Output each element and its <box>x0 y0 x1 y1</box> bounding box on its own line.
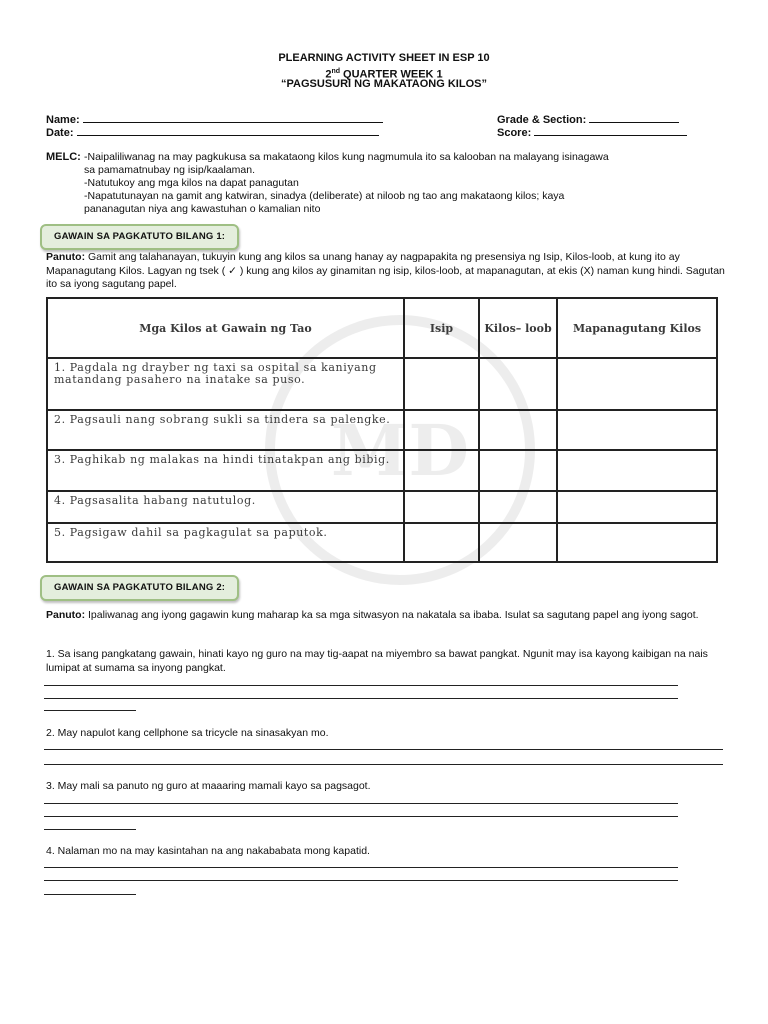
table-header-row <box>47 298 717 358</box>
question-4: 4. Nalaman mo na may kasintahan na ang nakababata mong kapatid. <box>46 845 370 857</box>
kilos-cell: 1. Pagdala ng drayber ng taxi sa ospital sa kaniyang matandang pasahero na inatake sa puso. <box>47 358 404 410</box>
grade-section-label: Grade & Section: <box>497 114 587 126</box>
score-row <box>497 125 687 139</box>
mapanagutang-cell[interactable] <box>557 410 717 450</box>
table-row <box>47 410 717 450</box>
seal-monogram: MD <box>330 408 470 492</box>
sheet-title: PLEARNING ACTIVITY SHEET IN ESP 10 <box>278 52 490 64</box>
header-mapanagutang-kilos: Mapanagutang Kilos <box>557 298 717 358</box>
answer-line[interactable] <box>44 764 723 765</box>
question-3: 3. May mali sa panuto ng guro at maaaring mamali kayo sa pagsagot. <box>46 780 371 792</box>
grade-section-field[interactable] <box>589 112 679 123</box>
panuto-label: Panuto: <box>46 609 86 621</box>
answer-line[interactable] <box>44 867 678 868</box>
answer-line[interactable] <box>44 894 136 895</box>
grade-section-row <box>497 112 679 126</box>
header-kilos: Mga Kilos at Gawain ng Tao <box>47 298 404 358</box>
gawain-2-instructions <box>46 609 726 623</box>
kilos-loob-cell[interactable] <box>479 450 557 491</box>
table-row <box>47 358 717 410</box>
isip-cell[interactable] <box>404 358 479 410</box>
table-row <box>47 450 717 491</box>
kilos-loob-cell[interactable] <box>479 491 557 523</box>
answer-line[interactable] <box>44 710 136 711</box>
kilos-cell: 5. Pagsigaw dahil sa pagkagulat sa paputok. <box>47 523 404 562</box>
table-row <box>47 523 717 562</box>
table-row <box>47 491 717 523</box>
melc-item: -Natutukoy ang mga kilos na dapat panagutan <box>84 177 299 189</box>
score-field[interactable] <box>534 125 687 136</box>
date-field[interactable] <box>77 125 379 136</box>
question-2: 2. May napulot kang cellphone sa tricycle na sinasakyan mo. <box>46 727 329 739</box>
gawain-1-title: GAWAIN SA PAGKATUTO BILANG 1: <box>40 224 239 250</box>
kilos-cell: 2. Pagsauli nang sobrang sukli sa tindera sa palengke. <box>47 410 404 450</box>
score-label: Score: <box>497 127 532 139</box>
kilos-cell: 4. Pagsasalita habang natutulog. <box>47 491 404 523</box>
answer-line[interactable] <box>44 829 136 830</box>
melc-item: -Naipaliliwanag na may pagkukusa sa makataong kilos kung nagmumula ito sa kalooban na malayang isinagawa <box>84 151 609 163</box>
melc-label: MELC: <box>46 151 81 163</box>
panuto-text: Ipaliwanag ang iyong gagawin kung maharap ka sa mga sitwasyon na nakatala sa ibaba. Isulat sa sagutang papel ang iyong sagot. <box>85 609 699 621</box>
quarter-text: QUARTER WEEK 1 <box>340 68 443 81</box>
isip-cell[interactable] <box>404 491 479 523</box>
isip-cell[interactable] <box>404 410 479 450</box>
name-row <box>46 112 383 126</box>
header-isip: Isip <box>404 298 479 358</box>
kilos-table <box>46 297 718 563</box>
answer-line[interactable] <box>44 803 678 804</box>
lesson-title: “PAGSUSURI NG MAKATAONG KILOS” <box>281 78 487 90</box>
kilos-loob-cell[interactable] <box>479 410 557 450</box>
panuto-text: Gamit ang talahanayan, tukuyin kung ang kilos sa unang hanay ay nagpapakita ng presensiya ng Isip, Kilos-loob, at kung ito ay Mapanagutang Kilos. Lagyan ng tsek ( ✓ ) kung ang kilos ay ginamitan ng isip, kilos-loob, at mapanagutan, at ekis (X) naman kung hindi. Sagutan ito sa iyong sagutang papel. <box>46 251 725 290</box>
gawain-2-title: GAWAIN SA PAGKATUTO BILANG 2: <box>40 575 239 601</box>
kilos-cell: 3. Paghikab ng malakas na hindi tinatakpan ang bibig. <box>47 450 404 491</box>
melc-item: sa pamamatnubay ng isip/kaalaman. <box>84 164 256 176</box>
kilos-loob-cell[interactable] <box>479 358 557 410</box>
answer-line[interactable] <box>44 880 678 881</box>
quarter-number: 2 <box>325 68 332 81</box>
answer-line[interactable] <box>44 698 678 699</box>
melc-item: pananagutan niya ang kawastuhan o kamalian nito <box>84 203 321 215</box>
mapanagutang-cell[interactable] <box>557 491 717 523</box>
question-1: 1. Sa isang pangkatang gawain, hinati kayo ng guro na may tig-aapat na miyembro sa bawat pangkat. Ngunit may isa kayong kaibigan na nais lumipat at sumama sa inyong pangkat. <box>46 648 708 674</box>
mapanagutang-cell[interactable] <box>557 450 717 491</box>
mapanagutang-cell[interactable] <box>557 523 717 562</box>
mapanagutang-cell[interactable] <box>557 358 717 410</box>
name-field[interactable] <box>83 112 383 123</box>
isip-cell[interactable] <box>404 523 479 562</box>
answer-line[interactable] <box>44 816 678 817</box>
header-kilos-loob: Kilos– loob <box>479 298 557 358</box>
quarter-superscript: nd <box>331 68 340 75</box>
answer-line[interactable] <box>44 685 678 686</box>
kilos-loob-cell[interactable] <box>479 523 557 562</box>
gawain-1-instructions <box>46 251 726 292</box>
isip-cell[interactable] <box>404 450 479 491</box>
date-row <box>46 125 379 139</box>
name-label: Name: <box>46 114 80 126</box>
date-label: Date: <box>46 127 74 139</box>
panuto-label: Panuto: <box>46 251 86 263</box>
answer-line[interactable] <box>44 749 723 750</box>
melc-item: -Napatutunayan na gamit ang katwiran, sinadya (deliberate) at niloob ng tao ang makataong kilos; kaya <box>84 190 565 202</box>
